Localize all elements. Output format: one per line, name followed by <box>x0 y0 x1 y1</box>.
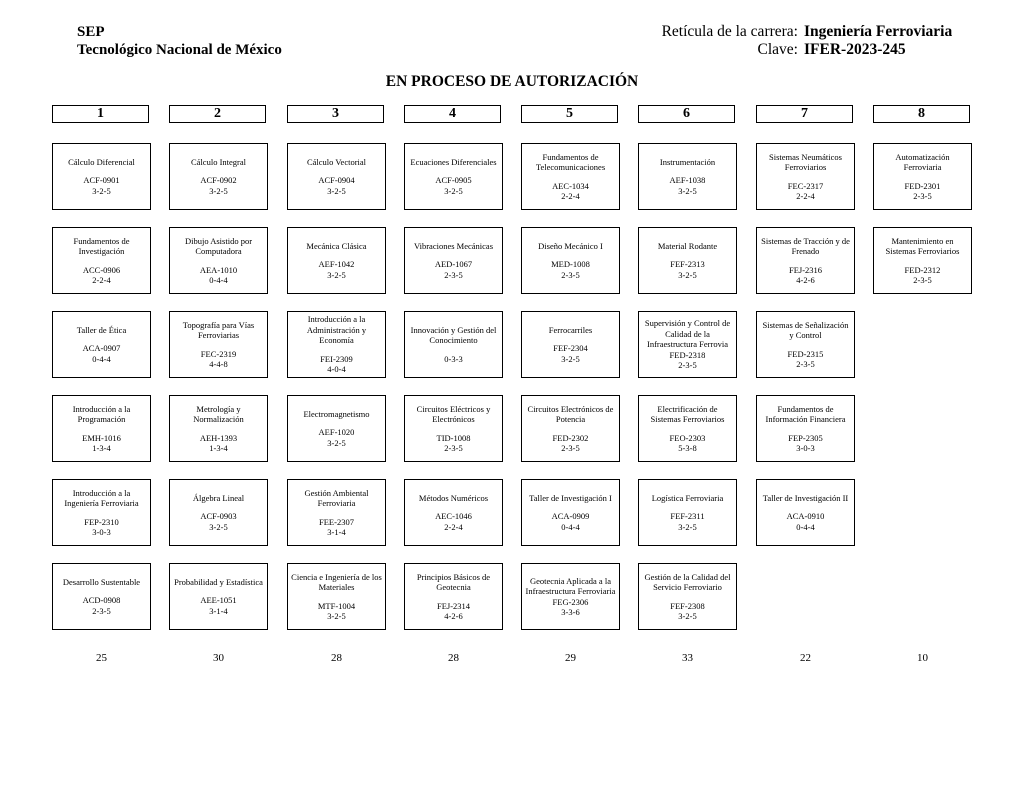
course-hours: 2-3-5 <box>561 443 580 453</box>
course-card <box>638 395 737 462</box>
course-hours: 0-3-3 <box>444 353 463 364</box>
course-hours: 3-2-5 <box>327 269 346 280</box>
course-code: FEC-2317 <box>787 180 824 191</box>
course-code: TID-1008 <box>436 432 471 443</box>
course-card <box>404 563 503 630</box>
course-code: AEC-1046 <box>435 511 472 522</box>
course-card <box>287 227 386 294</box>
course-code: FED-2301 <box>904 180 941 191</box>
course-code: ACC-0906 <box>82 264 121 275</box>
course-hours: 3-2-5 <box>327 185 346 196</box>
header-institution <box>77 23 282 59</box>
course-card <box>521 395 620 462</box>
course-name: Cálculo Vectorial <box>306 156 367 167</box>
course-code: FEI-2309 <box>320 353 353 364</box>
course-card <box>404 143 503 210</box>
course-code: EMH-1016 <box>82 432 121 443</box>
course-name: Circuitos Eléctricos y Electrónicos <box>416 403 491 424</box>
course-name: Taller de Investigación II <box>762 492 849 503</box>
course-code: ACA-0907 <box>82 343 121 354</box>
course-code: FEJ-2314 <box>436 600 471 611</box>
course-hours: 0-4-4 <box>209 275 228 285</box>
course-hours: 3-2-5 <box>327 611 346 621</box>
course-code: FEE-2307 <box>319 516 354 527</box>
course-name: Probabilidad y Estadística <box>174 576 263 587</box>
course-card <box>169 311 268 378</box>
course-card <box>756 311 855 378</box>
course-code: FEF-2313 <box>670 259 705 270</box>
career-name: Ingeniería Ferroviaria <box>804 23 953 40</box>
course-hours: 2-3-5 <box>561 269 580 280</box>
course-card <box>287 311 386 378</box>
semester-credits: 28 <box>448 652 459 664</box>
course-name: Sistemas Neumáticos Ferroviarios <box>769 151 842 172</box>
course-code: AEE-1051 <box>200 595 237 606</box>
course-name: Ciencia e Ingeniería de los Materiales <box>291 571 382 592</box>
course-name: Mecánica Clásica <box>306 240 367 251</box>
course-card <box>521 563 620 630</box>
course-name: Taller de Ética <box>76 324 127 335</box>
course-hours: 2-3-5 <box>678 360 697 371</box>
course-hours: 3-2-5 <box>327 437 346 448</box>
semester-credits: 22 <box>800 652 811 664</box>
course-code: MTF-1004 <box>317 600 356 611</box>
course-code: FEG-2306 <box>552 596 589 607</box>
course-name: Métodos Numéricos <box>418 492 489 503</box>
course-hours: 3-2-5 <box>209 521 228 532</box>
course-card <box>521 311 620 378</box>
course-name: Ferrocarriles <box>548 324 593 335</box>
course-card <box>873 227 972 294</box>
course-name: Introducción a la Administración y Economía <box>306 314 367 346</box>
course-hours: 3-2-5 <box>678 185 697 196</box>
course-code: AEA-1010 <box>199 264 238 275</box>
course-card <box>52 479 151 546</box>
course-code: AEH-1393 <box>199 432 238 443</box>
course-code: AEF-1020 <box>318 427 355 438</box>
course-hours: 4-4-8 <box>209 359 228 369</box>
course-code: ACF-0901 <box>83 175 120 186</box>
course-code: ACF-0903 <box>200 511 237 522</box>
course-code: AEF-1038 <box>669 175 706 186</box>
course-name: Gestión Ambiental Ferroviaria <box>304 487 369 508</box>
course-name: Electrificación de Sistemas Ferroviarios <box>650 403 725 424</box>
semester-credits: 29 <box>565 652 576 664</box>
course-card <box>638 479 737 546</box>
semester-header: 4 <box>404 105 501 123</box>
course-code: FED-2302 <box>552 432 589 443</box>
course-name: Álgebra Lineal <box>192 492 245 503</box>
course-card <box>52 227 151 294</box>
course-name: Introducción a la Ingeniería Ferroviaria <box>64 487 139 508</box>
course-name: Innovación y Gestión del Conocimiento <box>410 324 497 346</box>
course-code: FEP-2310 <box>84 516 119 527</box>
course-name: Vibraciones Mecánicas <box>413 240 494 251</box>
course-card <box>52 395 151 462</box>
course-name: Cálculo Integral <box>191 156 246 167</box>
key-value: IFER-2023-245 <box>804 41 906 58</box>
course-card <box>169 479 268 546</box>
course-hours: 3-2-5 <box>92 185 111 196</box>
course-hours: 3-2-5 <box>444 185 463 196</box>
course-card <box>521 227 620 294</box>
course-card <box>404 311 503 378</box>
course-hours: 2-3-5 <box>796 359 815 369</box>
course-code: FED-2315 <box>787 348 824 359</box>
key-label: Clave: <box>757 41 798 58</box>
course-name: Supervisión y Control de Calidad de la Infraestructura Ferrovia <box>644 318 731 350</box>
course-name: Geotecnia Aplicada a la Infraestructura Ferroviaria <box>525 575 616 596</box>
course-name: Introducción a la Programación <box>72 403 131 424</box>
semester-credits: 33 <box>682 652 693 664</box>
course-name: Metrología y Normalización <box>193 403 244 424</box>
course-card <box>756 395 855 462</box>
course-hours: 4-0-4 <box>327 364 346 375</box>
course-code: ACA-0909 <box>551 511 590 522</box>
key-row <box>560 41 954 59</box>
course-code: FED-2312 <box>904 264 941 275</box>
course-hours: 2-3-5 <box>444 443 463 453</box>
course-card <box>169 143 268 210</box>
course-hours: 2-2-4 <box>444 521 463 532</box>
course-card <box>521 479 620 546</box>
course-card <box>287 143 386 210</box>
course-name: Fundamentos de Investigación <box>73 235 130 256</box>
course-card <box>52 143 151 210</box>
course-name: Topografía para Vías Ferroviarias <box>182 319 255 340</box>
course-hours: 2-2-4 <box>92 275 111 285</box>
course-hours: 5-3-8 <box>678 443 697 453</box>
course-name: Fundamentos de Información Financiera <box>765 403 846 424</box>
course-name: Mantenimiento en Sistemas Ferroviarios <box>885 235 960 256</box>
course-name: Ecuaciones Diferenciales <box>410 156 497 167</box>
course-card <box>756 227 855 294</box>
course-hours: 3-3-6 <box>561 607 580 617</box>
semester-credits: 30 <box>213 652 224 664</box>
career-row <box>560 23 954 41</box>
course-hours: 3-2-5 <box>209 185 228 196</box>
course-hours: 1-3-4 <box>92 443 111 453</box>
course-hours: 3-1-4 <box>327 527 346 537</box>
course-name: Instrumentación <box>659 156 716 167</box>
course-code: FEJ-2316 <box>788 264 823 275</box>
course-hours: 2-3-5 <box>92 605 111 616</box>
course-card <box>169 395 268 462</box>
course-card <box>287 395 386 462</box>
course-hours: 4-2-6 <box>444 611 463 621</box>
institution-name: Tecnológico Nacional de México <box>77 42 282 58</box>
career-label: Retícula de la carrera: <box>661 23 798 40</box>
course-hours: 0-4-4 <box>92 353 111 364</box>
course-card <box>404 227 503 294</box>
course-code: AED-1067 <box>434 259 473 270</box>
course-code: ACA-0910 <box>786 511 825 522</box>
course-name: Gestión de la Calidad del Servicio Ferroviario <box>644 571 731 592</box>
semester-header: 3 <box>287 105 384 123</box>
course-code: AEF-1042 <box>318 259 355 270</box>
course-card <box>638 143 737 210</box>
course-hours: 2-3-5 <box>444 269 463 280</box>
course-name: Diseño Mecánico I <box>538 240 603 251</box>
course-name: Sistemas de Señalización y Control <box>762 319 849 340</box>
course-card <box>52 563 151 630</box>
course-hours: 3-0-3 <box>796 443 815 453</box>
course-hours: 0-4-4 <box>796 521 815 532</box>
course-hours: 3-2-5 <box>678 269 697 280</box>
authorization-status: EN PROCESO DE AUTORIZACIÓN <box>385 73 639 90</box>
course-hours: 0-4-4 <box>561 521 580 532</box>
semester-credits: 28 <box>331 652 342 664</box>
course-card <box>287 563 386 630</box>
course-name: Dibujo Asistido por Computadora <box>184 235 253 256</box>
course-code: FEP-2305 <box>788 432 823 443</box>
semester-header: 2 <box>169 105 266 123</box>
course-card <box>169 227 268 294</box>
course-name: Fundamentos de Telecomunicaciones <box>535 151 606 172</box>
course-card <box>52 311 151 378</box>
course-name: Principios Básicos de Geotecnia <box>416 571 491 592</box>
course-code: FEF-2304 <box>553 343 588 354</box>
course-name: Material Rodante <box>657 240 718 251</box>
course-card <box>873 143 972 210</box>
course-name: Circuitos Electrónicos de Potencia <box>527 403 614 424</box>
course-code: ACD-0908 <box>82 595 121 606</box>
course-hours: 4-2-6 <box>796 275 815 285</box>
org-name: SEP <box>77 24 105 40</box>
course-card <box>287 479 386 546</box>
course-card <box>169 563 268 630</box>
course-hours: 3-2-5 <box>561 353 580 364</box>
semester-credits: 25 <box>96 652 107 664</box>
semester-header: 1 <box>52 105 149 123</box>
course-code: AEC-1034 <box>552 180 589 191</box>
course-hours: 2-2-4 <box>561 191 580 201</box>
course-hours: 2-3-5 <box>913 275 932 285</box>
course-code: MED-1008 <box>551 259 590 270</box>
course-card <box>638 311 737 378</box>
course-name: Automatización Ferroviaria <box>895 151 950 172</box>
semester-header: 8 <box>873 105 970 123</box>
semester-header: 6 <box>638 105 735 123</box>
course-code: ACF-0904 <box>318 175 355 186</box>
semester-header: 5 <box>521 105 618 123</box>
course-hours: 3-1-4 <box>209 605 228 616</box>
course-code: FEF-2308 <box>670 600 705 611</box>
course-hours: 3-0-3 <box>92 527 111 537</box>
course-name: Logística Ferroviaria <box>651 492 724 503</box>
course-hours: 1-3-4 <box>209 443 228 453</box>
course-name: Electromagnetismo <box>303 408 370 419</box>
course-name: Cálculo Diferencial <box>68 156 135 167</box>
course-code: ACF-0902 <box>200 175 237 186</box>
course-hours: 2-3-5 <box>913 191 932 201</box>
course-name: Desarrollo Sustentable <box>62 576 141 587</box>
course-card <box>756 479 855 546</box>
course-name: Taller de Investigación I <box>529 492 612 503</box>
course-card <box>756 143 855 210</box>
course-hours: 3-2-5 <box>678 521 697 532</box>
course-code: FED-2318 <box>669 349 706 360</box>
course-card <box>638 227 737 294</box>
course-card <box>404 479 503 546</box>
course-hours: 2-2-4 <box>796 191 815 201</box>
header-career <box>560 23 954 59</box>
course-card <box>404 395 503 462</box>
course-card <box>521 143 620 210</box>
course-code: FEF-2311 <box>670 511 705 522</box>
semester-header: 7 <box>756 105 853 123</box>
course-code: FEC-2319 <box>200 348 237 359</box>
course-name: Sistemas de Tracción y de Frenado <box>761 235 850 256</box>
course-code: ACF-0905 <box>435 175 472 186</box>
semester-credits: 10 <box>917 652 928 664</box>
course-card <box>638 563 737 630</box>
course-hours: 3-2-5 <box>678 611 697 621</box>
course-code: FEO-2303 <box>669 432 706 443</box>
